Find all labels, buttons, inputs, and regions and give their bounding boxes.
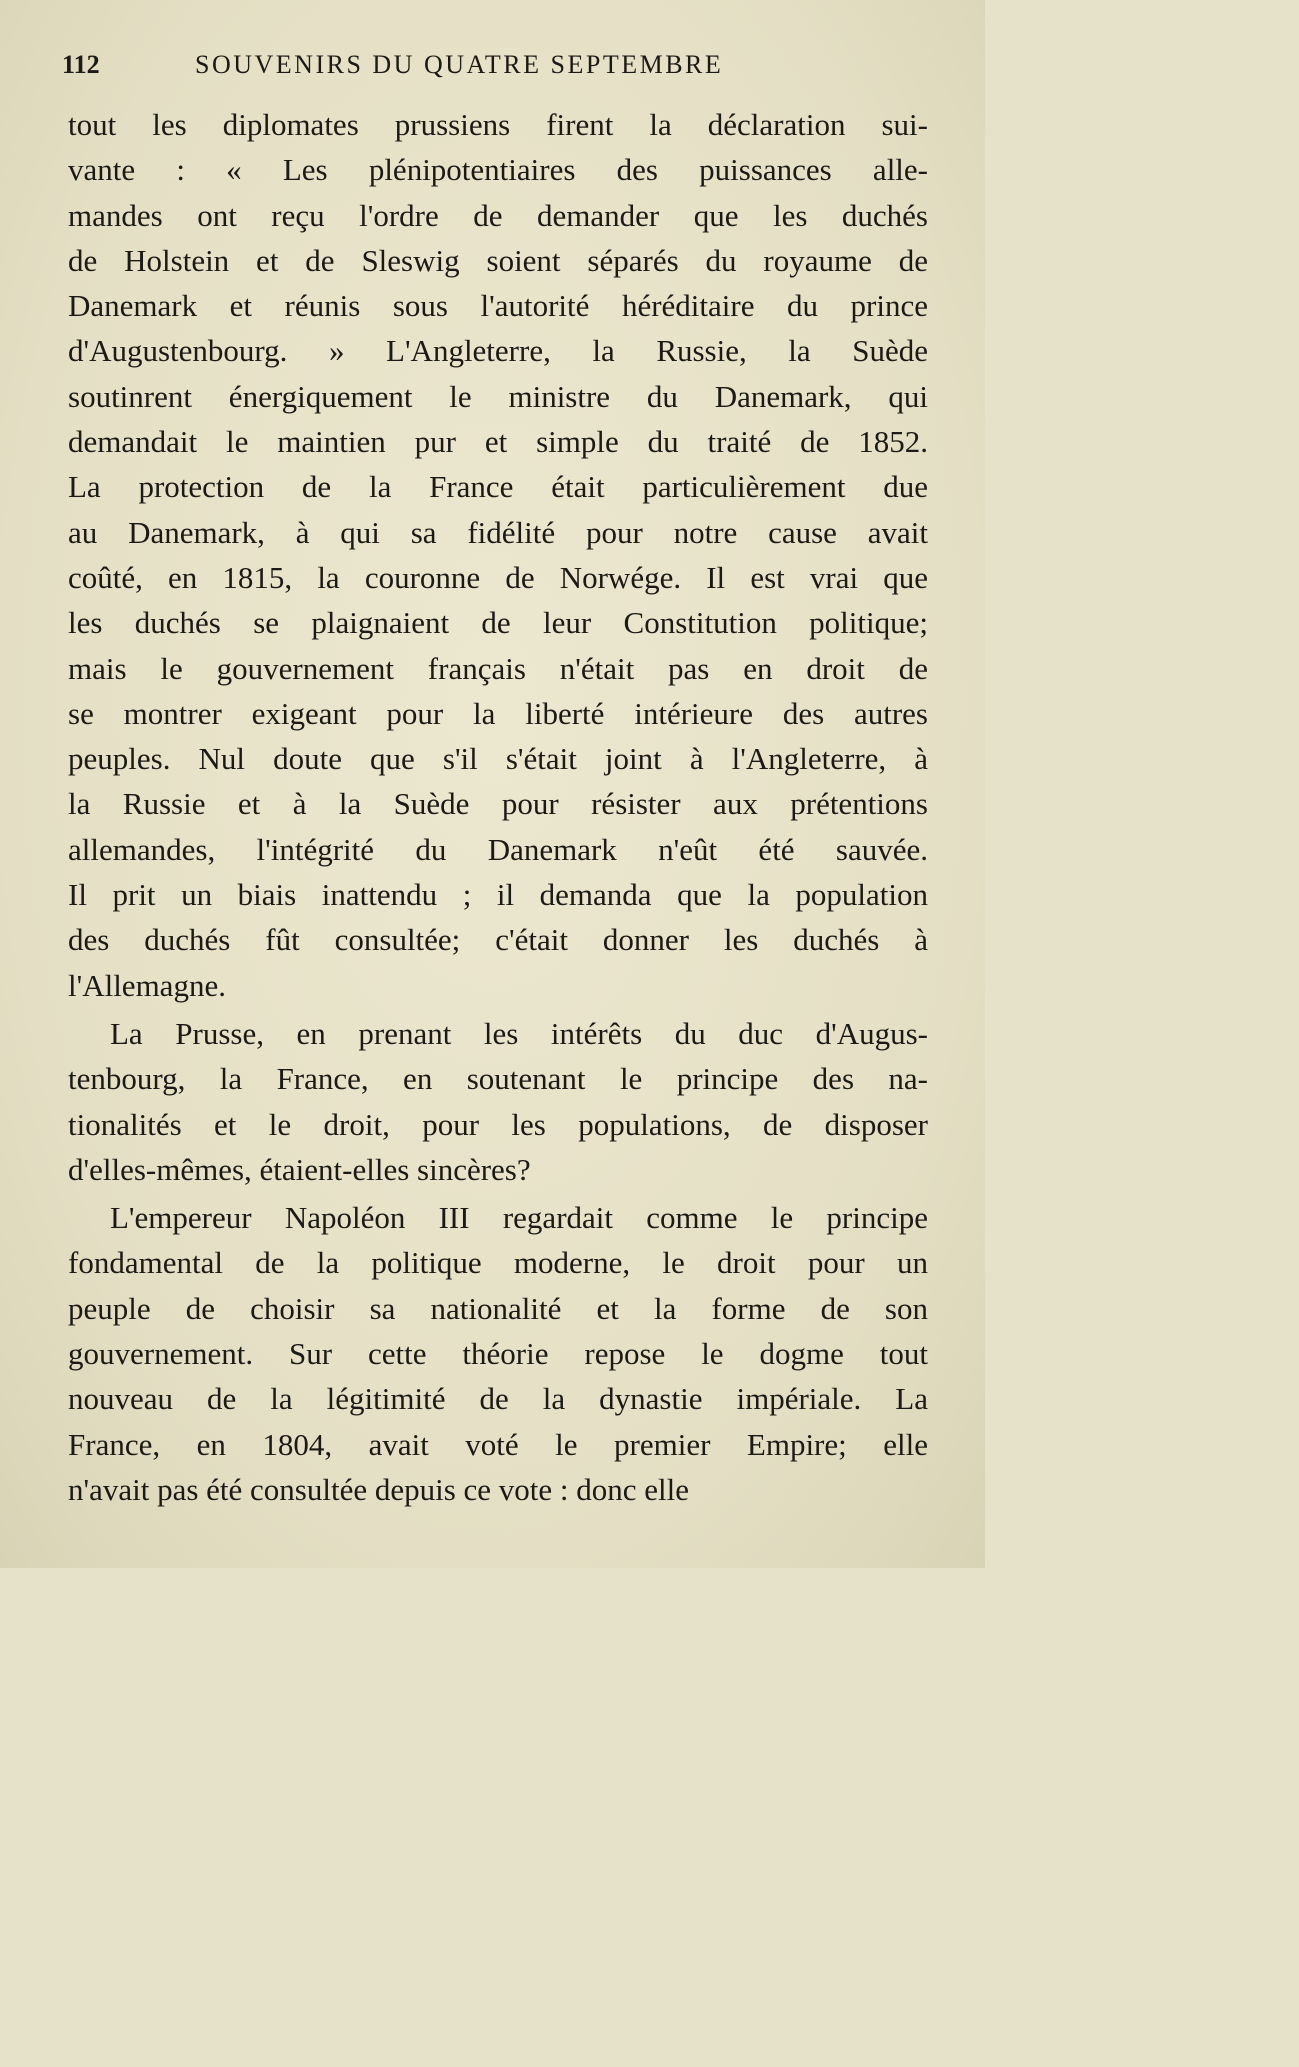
text-line: La Prusse, en prenant les intérêts du duc d'Augus-	[110, 1015, 928, 1051]
text-line: l'Allemagne.	[68, 967, 226, 1003]
text-line: peuples. Nul doute que s'il s'était joint à l'Angleterre, à	[68, 741, 928, 777]
text-line: se montrer exigeant pour la liberté intérieure des autres	[68, 695, 928, 731]
text-line: tionalités et le droit, pour les populations, de disposer	[68, 1106, 928, 1142]
text-line: les duchés se plaignaient de leur Constitution politique;	[68, 605, 928, 641]
text-line: mandes ont reçu l'ordre de demander que les duchés	[68, 197, 928, 233]
text-line: mais le gouvernement français n'était pas en droit de	[68, 650, 928, 686]
paragraph	[68, 1195, 928, 1512]
text-line: d'elles-mêmes, étaient-elles sincères?	[68, 1151, 531, 1187]
text-line: tenbourg, la France, en soutenant le principe des na-	[68, 1061, 928, 1097]
text-line: des duchés fût consultée; c'était donner les duchés à	[68, 922, 928, 958]
running-title: SOUVENIRS DU QUATRE SEPTEMBRE	[195, 50, 724, 79]
text-line: d'Augustenbourg. » L'Angleterre, la Russie, la Suède	[68, 333, 928, 369]
running-head	[62, 50, 912, 90]
body-text	[68, 102, 928, 1512]
text-line: demandait le maintien pur et simple du traité de 1852.	[68, 424, 928, 460]
text-line: tout les diplomates prussiens firent la déclaration sui-	[68, 107, 928, 142]
text-line: soutinrent énergiquement le ministre du Danemark, qui	[68, 378, 928, 414]
text-line: la Russie et à la Suède pour résister aux prétentions	[68, 786, 928, 822]
text-line: vante : « Les plénipotentiaires des puissances alle-	[68, 152, 928, 188]
text-line: allemandes, l'intégrité du Danemark n'eût été sauvée.	[68, 831, 928, 867]
paragraph	[68, 102, 928, 1008]
text-line: Danemark et réunis sous l'autorité héréditaire du prince	[68, 288, 928, 324]
text-line: fondamental de la politique moderne, le droit pour un	[68, 1245, 928, 1281]
text-line: au Danemark, à qui sa fidélité pour notre cause avait	[68, 514, 928, 550]
text-line: nouveau de la légitimité de la dynastie impériale. La	[68, 1381, 928, 1417]
text-line: gouvernement. Sur cette théorie repose le dogme tout	[68, 1336, 928, 1372]
text-line: n'avait pas été consultée depuis ce vote : donc elle	[68, 1471, 690, 1507]
text-line: peuple de choisir sa nationalité et la forme de son	[68, 1290, 928, 1326]
text-line: Il prit un biais inattendu ; il demanda que la population	[68, 877, 928, 913]
text-line: de Holstein et de Sleswig soient séparés du royaume de	[68, 242, 928, 278]
text-line: La protection de la France était particulièrement due	[68, 469, 928, 505]
text-line: France, en 1804, avait voté le premier Empire; elle	[68, 1426, 928, 1462]
paragraph	[68, 1011, 928, 1192]
text-line: L'empereur Napoléon III regardait comme le principe	[110, 1200, 928, 1236]
page-number: 112	[62, 50, 100, 79]
text-line: coûté, en 1815, la couronne de Norwége. Il est vrai que	[68, 559, 928, 595]
